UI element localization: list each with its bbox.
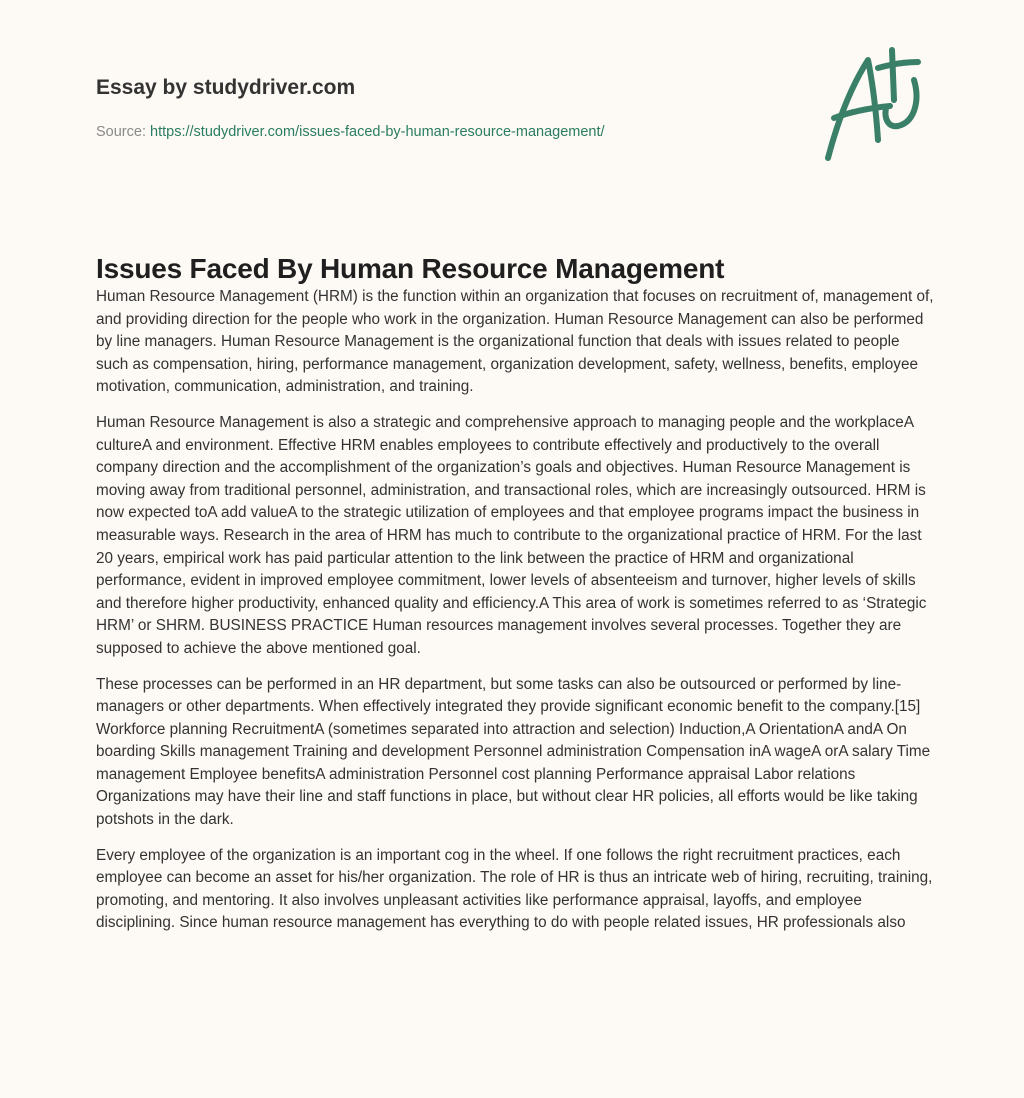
essay-body [96,286,936,948]
source-link[interactable]: https://studydriver.com/issues-faced-by-human-resource-management/ [150,124,605,140]
source-line [96,124,605,140]
paragraph: Human Resource Management (HRM) is the function within an organization that focuses on recruitment of, management of, and providing direction for the people who work in the organization. Human Resource Management can also be performed by line managers. Human Resource Management is the organizational function that deals with issues related to people such as compensation, hiring, performance management, organization development, safety, wellness, benefits, employee motivation, communication, administration, and training. [96,288,934,396]
paragraph: Human Resource Management is also a strategic and comprehensive approach to managing people and the workplaceA cultureA and environment. Effective HRM enables employees to contribute effectively and productively to the overall company direction and the accomplishment of the organization’s goals and objectives. Human Resource Management is moving away from traditional personnel, administration, and transactional roles, which are increasingly outsourced. HRM is now expected toA add valueA to the strategic utilization of employees and that employee programs impact the business in measurable ways. Research in the area of HRM has much to contribute to the organizational practice of HRM. For the last 20 years, empirical work has paid particular attention to the link between the practice of HRM and organizational performance, evident in improved employee commitment, lower levels of absenteeism and turnover, higher levels of skills and therefore higher productivity, enhanced quality and efficiency.A This area of work is sometimes referred to as ‘Strategic HRM’ or SHRM. BUSINESS PRACTICE Human resources management involves several processes. Together they are supposed to achieve the above mentioned goal. [96,413,927,657]
a-plus-logo-icon [820,40,930,165]
essay-title: Issues Faced By Human Resource Management [96,253,725,284]
source-label: Source: [96,124,146,140]
site-title: Essay by studydriver.com [96,76,356,99]
paragraph: These processes can be performed in an HR department, but some tasks can also be outsourced or performed by line-managers or other departments. When effectively integrated they provide significant economic benefit to the company.[15] Workforce planning RecruitmentA (sometimes separated into attraction and selection) Induction,A OrientationA andA On boarding Skills management Training and development Personnel administration Compensation inA wageA orA salary Time management Employee benefitsA administration Personnel cost planning Performance appraisal Labor relations Organizations may have their line and staff functions in place, but without clear HR policies, all efforts would be like taking potshots in the dark. [96,675,931,829]
paragraph: Every employee of the organization is an important cog in the wheel. If one follows the right recruitment practices, each employee can become an asset for his/her organization. The role of HR is thus an intricate web of hiring, recruiting, training, promoting, and mentoring. It also involves unpleasant activities like performance appraisal, layoffs, and employee disciplining. Since human resource management has everything to do with people related issues, HR professionals also [96,846,933,932]
